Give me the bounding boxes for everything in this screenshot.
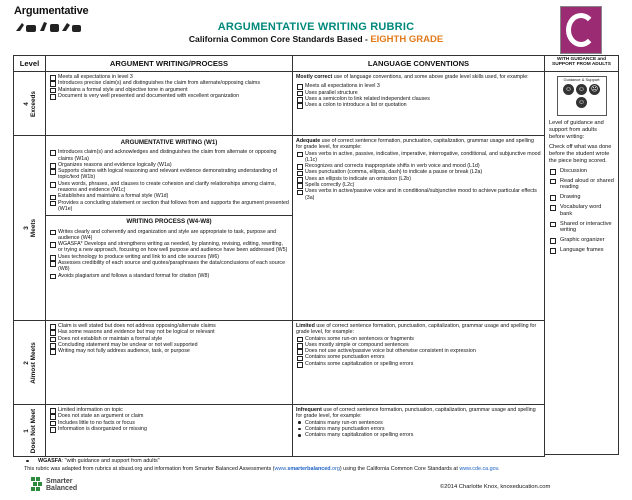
table-header-row <box>14 56 545 72</box>
list-item: Uses a colon to introduce a list or quotation <box>296 102 541 108</box>
knox-education-logo-icon <box>560 6 602 54</box>
list-item: Establishes and maintains a formal style (W1d) <box>49 193 289 199</box>
checklist <box>296 336 541 367</box>
conventions-intro-text: use of correct sentence formation, punctuation, capitalization, grammar usage and spelling for grade level, for example: <box>296 138 534 151</box>
sidebar-check-text: Check off what was done before the student wrote the piece being scored. <box>549 144 612 164</box>
wgasfa-note <box>24 458 160 464</box>
conventions-cell <box>293 72 545 136</box>
sb-link-post: .org <box>330 466 340 472</box>
level-cell <box>14 321 46 405</box>
list-item: Uses mostly simple or compound sentences <box>296 342 541 348</box>
level-number: 3 <box>22 226 30 230</box>
list-item: Uses punctuation (comma, ellipsis, dash) to indicate a pause or break (L2a) <box>296 169 541 175</box>
subtitle-grade: EIGHTH GRADE <box>370 34 444 45</box>
list-item: Graphic organizer <box>549 237 614 244</box>
graphic-title: Guidance & Support <box>563 77 600 82</box>
guidance-sidebar <box>544 55 619 455</box>
list-item: Introduces claim(s) and acknowledges and distinguishes the claim from alternate or opposing claims (W1a) <box>49 149 289 162</box>
list-item: Provides a concluding statement or section that follows from and supports the argument presented (W1e) <box>49 200 289 213</box>
adapted-text-3: . <box>497 466 500 472</box>
sidebar-intro: Level of guidance and support from adults before writing: <box>549 120 604 140</box>
list-item: Contains some run-on sentences or fragments <box>296 336 541 342</box>
level-name: Almost Meets <box>29 341 37 384</box>
list-item: Supports claims with logical reasoning and relevant evidence demonstrating understanding of topic/text (W1b) <box>49 168 289 181</box>
wgasfa-text: : "with guidance and support from adults" <box>61 458 160 464</box>
list-item: Uses technology to produce writing and link to and cite sources (W6) <box>49 254 289 260</box>
table-row <box>14 405 545 457</box>
conventions-cell <box>293 405 545 457</box>
conventions-intro-bold: Adequate <box>296 138 321 144</box>
section-heading: WRITING PROCESS (W4-W8) <box>126 218 212 226</box>
level-name: Exceeds <box>29 90 37 117</box>
list-item: Uses parallel structure <box>296 90 541 96</box>
list-item: Has some reasons and evidence but may not be logical or relevant <box>49 329 289 335</box>
conventions-intro-bold: Infrequent <box>296 407 322 413</box>
checklist <box>49 407 289 432</box>
level-cell <box>14 405 46 457</box>
list-item: Read aloud or shared reading <box>549 178 614 192</box>
adapted-note <box>24 466 499 472</box>
list-item: Includes little to no facts or focus <box>49 420 289 426</box>
conventions-intro <box>296 407 541 420</box>
list-item: Does not use active/passive voice but otherwise consistent in expression <box>296 348 541 354</box>
section-heading: ARGUMENTATIVE WRITING (W1) <box>120 139 218 146</box>
wgasfa-bold: WGASFA <box>38 458 62 464</box>
level-name: Meets <box>29 218 37 238</box>
writing-cell <box>46 321 293 405</box>
smarter-balanced-icon <box>30 476 44 494</box>
list-item: Assesses credibility of each source and quotes/paraphrases the data/conclusions of each source (W8) <box>49 260 289 273</box>
list-item: Contains many capitalization or spelling errors <box>296 432 541 438</box>
logo-word: Argumentative <box>14 5 89 17</box>
checklist <box>49 323 289 354</box>
list-item: Introduces precise claim(s) and distinguishes the claim from alternate/opposing claims <box>49 80 289 86</box>
list-item: Contains many run-on sentences <box>296 420 541 426</box>
checklist <box>296 420 541 439</box>
list-item: Shared or interactive writing <box>549 221 614 235</box>
list-item: Contains some punctuation errors <box>296 354 541 360</box>
list-item: Document is very well presented and documented with excellent organization <box>49 93 289 99</box>
cde-link[interactable]: www.cde.ca.gov <box>459 466 498 472</box>
level-number: 4 <box>22 101 30 106</box>
header-writing: ARGUMENT WRITING/PROCESS <box>46 56 293 72</box>
conventions-intro-text: use of correct sentence formation, punctuation, capitalization, grammar usage and spelling for grade level, for example: <box>296 323 537 336</box>
list-item: Spells correctly (L2c) <box>296 182 541 188</box>
sidebar-checklist <box>549 168 614 254</box>
table-row <box>14 321 545 405</box>
sb-logo-line2: Balanced <box>46 485 78 492</box>
list-item: Organizes reasons and evidence logically (W1a) <box>49 162 289 168</box>
rubric-table <box>13 55 545 457</box>
list-item: WGASFA* Develops and strengthens writing as needed, by planning, revising, editing, rewriting, or trying a new approach, focusing on how well purpose and audience have been addressed (W5) <box>49 241 289 254</box>
adapted-text-2: ) using the California Common Core Standards at <box>339 466 460 472</box>
list-item: Concluding statement may be unclear or not well supported <box>49 342 289 348</box>
list-item: Does not establish or maintain a formal style <box>49 336 289 342</box>
conventions-intro-text: use of correct sentence formation, punctuation, capitalization, grammar usage and spelling for grade level, for example: <box>296 407 536 420</box>
table-row <box>14 136 545 321</box>
list-item: Claim is well stated but does not address opposing/alternate claims <box>49 323 289 329</box>
list-item: Discussion <box>549 168 614 175</box>
copyright: ©2014 Charlotte Knox, knoxeducation.com <box>440 484 551 490</box>
list-item: Meets all expectations in level 3 <box>296 83 541 89</box>
header-level: Level <box>14 56 46 72</box>
table-row <box>14 72 545 136</box>
conventions-intro-text: use of language conventions, and some above grade level skills used, for example: <box>332 74 529 80</box>
writing-cell <box>46 72 293 136</box>
list-item: Recognizes and corrects inappropriate shifts in verb voice and mood (L1d) <box>296 163 541 169</box>
adapted-text: This rubric was adapted from rubrics at sbusd.org and information from Smarter Balanced Assessments ( <box>24 466 275 472</box>
list-item: Contains many punctuation errors <box>296 426 541 432</box>
sb-link-pre: www. <box>274 466 288 472</box>
sb-logo-line1: Smarter <box>46 478 73 485</box>
list-item: Limited information on topic <box>49 407 289 413</box>
faces-icon: ☺ ☺ ☹ ☺ <box>564 86 599 106</box>
conventions-intro <box>296 138 541 151</box>
list-item: Vocabulary word bank <box>549 204 614 218</box>
conventions-cell <box>293 136 545 321</box>
list-item: Uses words, phrases, and clauses to create cohesion and clarify relationships among claims, reasons and evidence (W1c) <box>49 181 289 194</box>
writing-cell <box>46 136 293 321</box>
header-conventions: LANGUAGE CONVENTIONS <box>293 56 545 72</box>
level-name: Does Not Meet <box>29 408 37 453</box>
conventions-intro <box>296 323 541 336</box>
list-item: Language frames <box>549 247 614 254</box>
conventions-intro-bold: Mostly correct <box>296 74 333 80</box>
level-number: 1 <box>22 428 30 433</box>
list-item: Writes clearly and coherently and organization and style are appropriate to task, purpose and audience (W4) <box>49 229 289 242</box>
guidance-support-graphic <box>557 76 607 116</box>
writing-cell <box>46 405 293 457</box>
list-item: Uses verbs in active/passive voice and in conditional/subjunctive mood to achieve particular effects (3a) <box>296 188 541 201</box>
level-cell <box>14 136 46 321</box>
list-item: Uses a semicolon to link related independent clauses <box>296 96 541 102</box>
checklist <box>49 149 289 212</box>
list-item: Drawing <box>549 194 614 201</box>
conventions-cell <box>293 321 545 405</box>
list-item: Maintains a formal style and objective tone in argument <box>49 87 289 93</box>
page-subtitle <box>0 34 632 45</box>
subtitle-prefix: California Common Core Standards Based - <box>188 34 371 44</box>
list-item: Uses an ellipsis to indicate an omission (L2b) <box>296 176 541 182</box>
list-item: Contains some capitalization or spelling errors <box>296 361 541 367</box>
conventions-intro <box>296 74 541 80</box>
list-item: Does not state an argument or claim <box>49 413 289 419</box>
level-number: 2 <box>22 360 30 365</box>
sidebar-header: WITH GUIDANCE and SUPPORT FROM ADULTS <box>545 56 618 72</box>
checklist <box>49 74 289 99</box>
checklist <box>296 151 541 201</box>
smarterbalanced-link[interactable] <box>274 466 339 472</box>
list-item: Avoids plagiarism and follows a standard format for citation (W8) <box>49 273 289 279</box>
sb-link-bold: smarterbalanced <box>287 466 331 472</box>
smarter-balanced-logo <box>30 474 90 498</box>
list-item: Uses verbs in active, passive, indicative, imperative, interrogative, conditional, and subjunctive mood (L1c) <box>296 151 541 164</box>
list-item: Meets all expectations in level 3 <box>49 74 289 80</box>
list-item: Writing may not fully address audience, task, or purpose <box>49 348 289 354</box>
page-title: ARGUMENTATIVE WRITING RUBRIC <box>217 21 415 33</box>
checklist <box>49 229 289 279</box>
list-item: Information is disorganized or missing <box>49 426 289 432</box>
level-cell <box>14 72 46 136</box>
conventions-intro-bold: Limited <box>296 323 315 329</box>
checklist <box>296 83 541 108</box>
